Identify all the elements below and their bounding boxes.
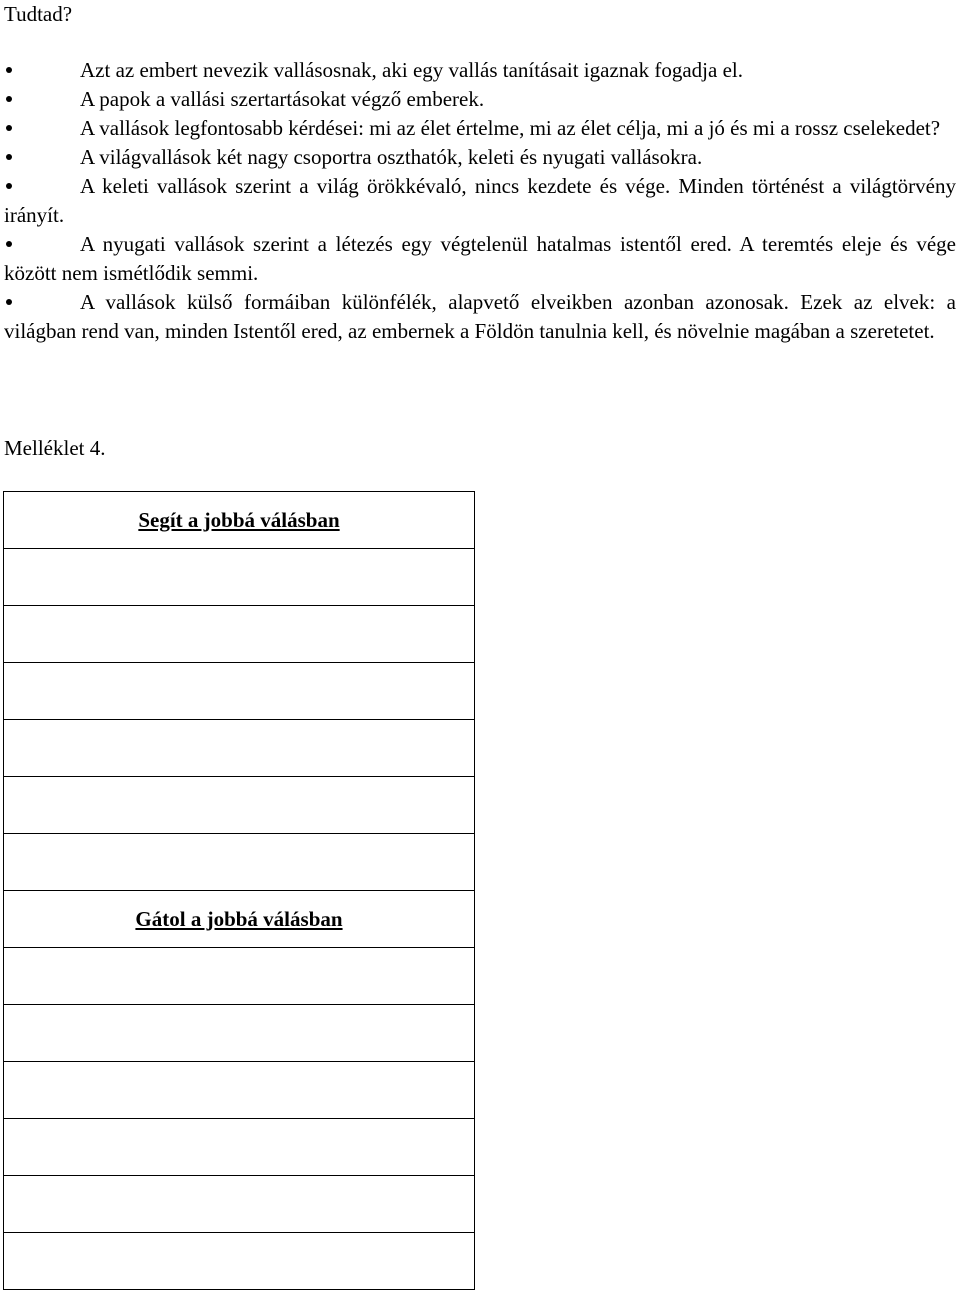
answer-cell[interactable] xyxy=(4,1062,475,1119)
list-item-text: Azt az embert nevezik vallásosnak, aki egy vallás tanításait igaznak fogadja el. xyxy=(80,58,743,82)
list-item xyxy=(4,56,956,85)
list-item xyxy=(4,85,956,114)
answer-cell[interactable] xyxy=(4,1176,475,1233)
list-item-text: A vallások legfontosabb kérdései: mi az élet értelme, mi az élet célja, mi a jó és mi a rossz cselekedet? xyxy=(80,116,941,140)
section-header-helps: Segít a jobbá válásban xyxy=(4,492,475,549)
table-row xyxy=(4,492,475,549)
table-row xyxy=(4,549,475,606)
table-row xyxy=(4,834,475,891)
answer-cell[interactable] xyxy=(4,549,475,606)
table-row xyxy=(4,1119,475,1176)
bullet-icon xyxy=(4,56,80,85)
answer-cell[interactable] xyxy=(4,777,475,834)
list-item-text: A nyugati vallások szerint a létezés egy végtelenül hatalmas istentől ered. A teremtés eleje és vége között nem ismétlődik semmi. xyxy=(4,232,956,285)
bullet-icon xyxy=(4,288,80,317)
list-item-text: A keleti vallások szerint a világ örökkévaló, nincs kezdete és vége. Minden történést a világtörvény irányít. xyxy=(4,174,956,227)
list-item-text: A vallások külső formáiban különfélék, alapvető elveikben azonban azonosak. Ezek az elvek: a világban rend van, minden Istentől ered, az embernek a Földön tanulnia kell, és növelnie magában a szeretetet. xyxy=(4,290,956,343)
table-row xyxy=(4,948,475,1005)
list-item xyxy=(4,114,956,143)
bullet-icon xyxy=(4,230,80,259)
worksheet-table xyxy=(3,491,475,1290)
table-row xyxy=(4,777,475,834)
fact-list xyxy=(4,56,956,346)
bullet-icon xyxy=(4,114,80,143)
answer-cell[interactable] xyxy=(4,663,475,720)
table-row xyxy=(4,1062,475,1119)
table-row xyxy=(4,720,475,777)
table-row xyxy=(4,1176,475,1233)
list-item xyxy=(4,288,956,346)
table-row xyxy=(4,1005,475,1062)
list-item xyxy=(4,230,956,288)
answer-cell[interactable] xyxy=(4,1005,475,1062)
list-item xyxy=(4,172,956,230)
list-item xyxy=(4,143,956,172)
annex-label: Melléklet 4. xyxy=(4,436,106,460)
heading: Tudtad? xyxy=(4,2,73,26)
table-row xyxy=(4,663,475,720)
list-item-text: A papok a vallási szertartásokat végző emberek. xyxy=(80,87,485,111)
answer-cell[interactable] xyxy=(4,720,475,777)
bullet-icon xyxy=(4,85,80,114)
section-header-hinders: Gátol a jobbá válásban xyxy=(4,891,475,948)
table-row xyxy=(4,606,475,663)
list-item-text: A világvallások két nagy csoportra oszthatók, keleti és nyugati vallásokra. xyxy=(80,145,703,169)
table-row xyxy=(4,891,475,948)
bullet-icon xyxy=(4,143,80,172)
answer-cell[interactable] xyxy=(4,948,475,1005)
bullet-icon xyxy=(4,172,80,201)
answer-cell[interactable] xyxy=(4,834,475,891)
answer-cell[interactable] xyxy=(4,1119,475,1176)
answer-cell[interactable] xyxy=(4,1233,475,1290)
table-row xyxy=(4,1233,475,1290)
answer-cell[interactable] xyxy=(4,606,475,663)
